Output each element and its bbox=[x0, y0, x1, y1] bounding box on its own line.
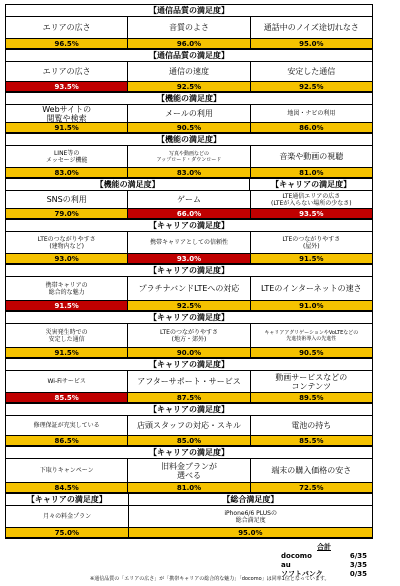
metric-label: 写真や動画などの アップロード・ダウンロード bbox=[128, 146, 250, 168]
metric-value: 90.5% bbox=[251, 348, 372, 358]
metric-value: 93.0% bbox=[6, 254, 128, 264]
section-3 bbox=[5, 92, 373, 133]
metric-label: 音質のよさ bbox=[128, 17, 250, 39]
section-header: 【キャリアの満足度】 bbox=[6, 359, 372, 371]
metric-value: 93.5% bbox=[251, 209, 372, 219]
metric-label: 通信の速度 bbox=[128, 62, 250, 82]
metric-label: メールの利用 bbox=[128, 105, 250, 123]
section-5 bbox=[5, 178, 373, 219]
metric-value: 92.5% bbox=[251, 82, 372, 92]
section-header: 【キャリアの満足度】 bbox=[6, 447, 372, 459]
metric-value: 89.5% bbox=[251, 393, 372, 403]
metric-value: 93.0% bbox=[128, 254, 250, 264]
metric-value: 91.5% bbox=[251, 254, 372, 264]
section-11 bbox=[5, 446, 373, 493]
carrier-name: docomo bbox=[281, 552, 312, 560]
metric-value: 90.5% bbox=[128, 123, 250, 133]
metric-label: 通話中のノイズ途切れなさ bbox=[251, 17, 372, 39]
metric-value: 85.5% bbox=[6, 393, 128, 403]
metric-label: 音楽や動画の視聴 bbox=[251, 146, 372, 168]
metric-value: 79.0% bbox=[6, 209, 128, 219]
metric-label: SNSの利用 bbox=[6, 191, 128, 209]
section-header: 【機能の満足度】 bbox=[6, 134, 372, 146]
metric-label: ゲーム bbox=[128, 191, 250, 209]
section-2 bbox=[5, 49, 373, 92]
carrier-name: ソフトバンク bbox=[281, 570, 323, 578]
carrier-score: 0/35 bbox=[349, 570, 367, 578]
totals-title: 合計 bbox=[317, 543, 331, 551]
metric-label: 災害発生時での 安定した通信 bbox=[6, 324, 128, 348]
survey-table bbox=[5, 4, 373, 539]
metric-label: LTEのつながりやすさ (建物内など) bbox=[6, 232, 128, 254]
section-header: 【通信品質の満足度】 bbox=[6, 50, 372, 62]
metric-label: 電池の持ち bbox=[251, 416, 372, 436]
metric-label: 安定した通信 bbox=[251, 62, 372, 82]
metric-value: 72.5% bbox=[251, 483, 372, 493]
section-header: 【総合満足度】 bbox=[222, 495, 279, 504]
section-12 bbox=[5, 493, 373, 538]
section-header: 【キャリアの満足度】 bbox=[271, 180, 352, 189]
metric-label: LTE通信エリアの広さ (LTEが入らない場所の少なさ) bbox=[251, 191, 372, 209]
totals-row bbox=[281, 552, 367, 561]
metric-label: 修理保証が充実している bbox=[6, 416, 128, 436]
metric-value: 92.5% bbox=[128, 82, 250, 92]
metric-label: エリアの広さ bbox=[6, 17, 128, 39]
section-header: 【キャリアの満足度】 bbox=[6, 220, 372, 232]
metric-value: 83.0% bbox=[6, 168, 128, 178]
section-4 bbox=[5, 133, 373, 178]
metric-label: iPhone6/6 PLUSの 総合満足度 bbox=[129, 506, 372, 528]
totals-box bbox=[281, 541, 367, 579]
metric-value: 66.0% bbox=[128, 209, 250, 219]
section-header: 【通信品質の満足度】 bbox=[6, 5, 372, 17]
metric-label: LINE等の メッセージ機能 bbox=[6, 146, 128, 168]
metric-value: 86.5% bbox=[6, 436, 128, 446]
metric-label: 月々の料金プラン bbox=[6, 506, 129, 528]
metric-label: 携帯キャリアの 総合的な魅力 bbox=[6, 277, 128, 301]
metric-value: 91.0% bbox=[251, 301, 372, 311]
metric-label: 旧料金プランが 選べる bbox=[128, 459, 250, 483]
metric-value: 95.0% bbox=[251, 39, 372, 49]
metric-value: 81.0% bbox=[251, 168, 372, 178]
metric-value: 85.0% bbox=[128, 436, 250, 446]
metric-label: LTEのインターネットの速さ bbox=[251, 277, 372, 301]
section-header: 【機能の満足度】 bbox=[6, 179, 250, 190]
metric-label: 地図・ナビの利用 bbox=[251, 105, 372, 123]
section-header: 【キャリアの満足度】 bbox=[6, 265, 372, 277]
section-9 bbox=[5, 358, 373, 403]
section-header: 【機能の満足度】 bbox=[6, 93, 372, 105]
metric-value: 96.0% bbox=[128, 39, 250, 49]
metric-value: 92.5% bbox=[128, 301, 250, 311]
section-header: 【キャリアの満足度】 bbox=[6, 312, 372, 324]
metric-label: Webサイトの 閲覧や検索 bbox=[6, 105, 128, 123]
metric-value: 91.5% bbox=[6, 348, 128, 358]
section-8 bbox=[5, 311, 373, 358]
metric-label: アフターサポート・サービス bbox=[128, 371, 250, 393]
footnote: ※通信品質の「エリアの広さ」が「携帯キャリアの総合的な魅力」「docomo」は同率1位となっています。 bbox=[90, 576, 330, 582]
metric-value: 95.0% bbox=[129, 528, 372, 538]
metric-label: 店頭スタッフの対応・スキル bbox=[128, 416, 250, 436]
section-6 bbox=[5, 219, 373, 264]
section-10 bbox=[5, 403, 373, 446]
section-7 bbox=[5, 264, 373, 311]
section-1 bbox=[5, 4, 373, 49]
metric-label: Wi-Fiサービス bbox=[6, 371, 128, 393]
metric-label: プラチナバンドLTEへの対応 bbox=[128, 277, 250, 301]
section-header: 【キャリアの満足度】 bbox=[6, 494, 129, 505]
metric-value: 91.5% bbox=[6, 301, 128, 311]
metric-label: 下取りキャンペーン bbox=[6, 459, 128, 483]
totals-panel bbox=[5, 541, 373, 579]
metric-value: 81.0% bbox=[128, 483, 250, 493]
metric-value: 93.5% bbox=[6, 82, 128, 92]
carrier-name: au bbox=[281, 561, 291, 569]
totals-area bbox=[5, 541, 373, 579]
metric-value: 86.0% bbox=[251, 123, 372, 133]
metric-label: エリアの広さ bbox=[6, 62, 128, 82]
metric-value: 83.0% bbox=[128, 168, 250, 178]
metric-label: 端末の購入価格の安さ bbox=[251, 459, 372, 483]
metric-label: 携帯キャリアとしての信頼性 bbox=[128, 232, 250, 254]
metric-value: 84.5% bbox=[6, 483, 128, 493]
totals-row bbox=[281, 561, 367, 570]
carrier-score: 6/35 bbox=[349, 552, 367, 560]
metric-label: LTEのつながりやすさ (屋外) bbox=[251, 232, 372, 254]
metric-value: 91.5% bbox=[6, 123, 128, 133]
metric-value: 90.0% bbox=[128, 348, 250, 358]
metric-value: 75.0% bbox=[6, 528, 129, 538]
metric-label: LTEのつながりやすさ (地方・郊外) bbox=[128, 324, 250, 348]
table-bottom-border bbox=[5, 538, 373, 539]
section-header: 【キャリアの満足度】 bbox=[6, 404, 372, 416]
metric-value: 96.5% bbox=[6, 39, 128, 49]
carrier-score: 3/35 bbox=[349, 561, 367, 569]
metric-label: キャリアアグリゲーションやVoLTEなどの 先進技術導入の先進性 bbox=[251, 324, 372, 348]
metric-value: 85.5% bbox=[251, 436, 372, 446]
metric-label: 動画サービスなどの コンテンツ bbox=[251, 371, 372, 393]
metric-value: 87.5% bbox=[128, 393, 250, 403]
